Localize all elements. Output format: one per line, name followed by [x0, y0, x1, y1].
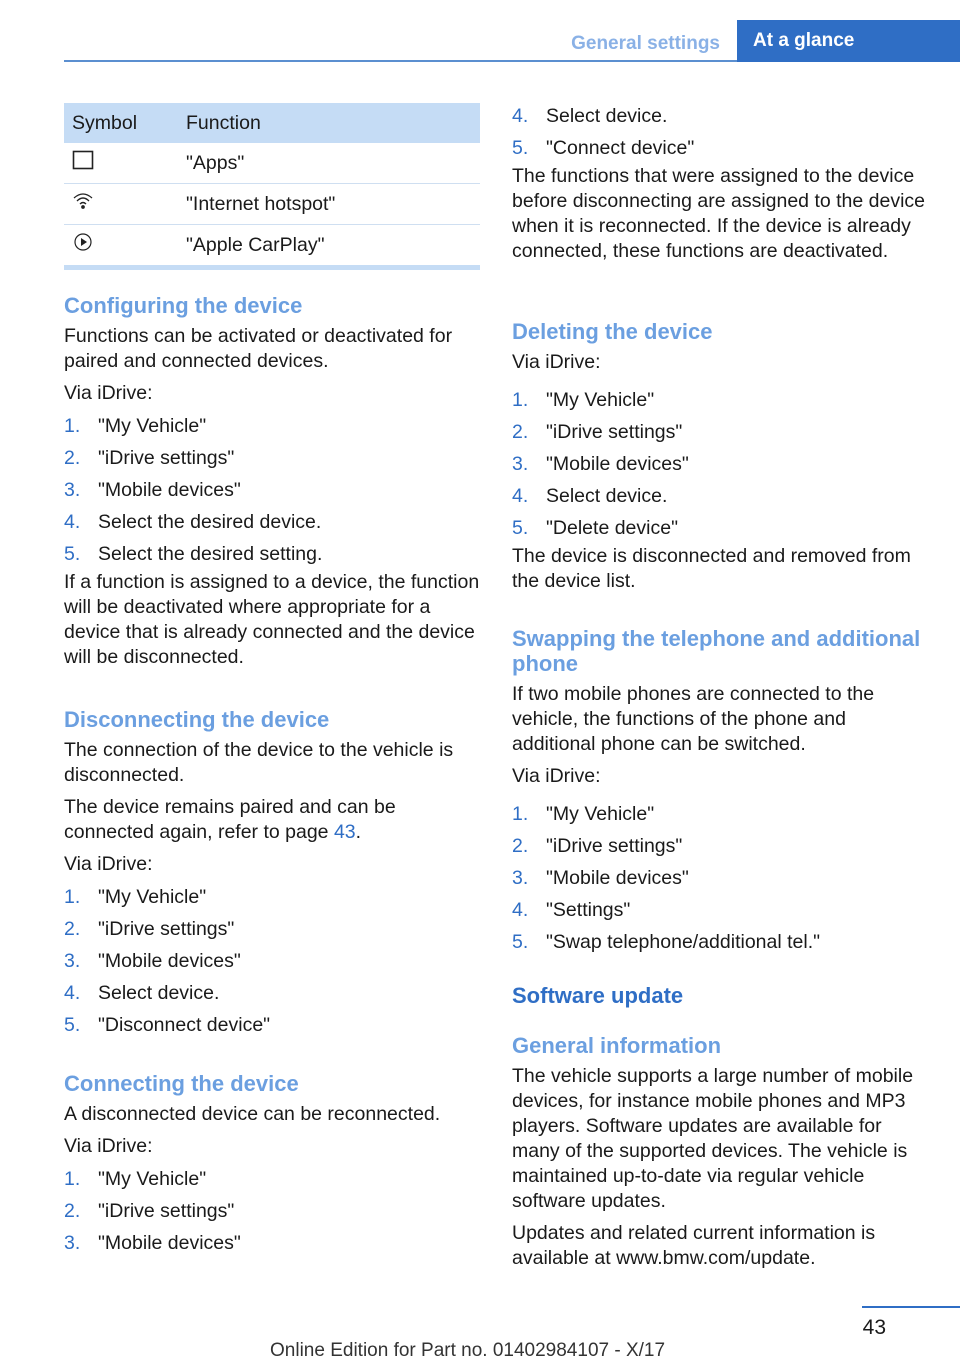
list-item: 5. Select the desired setting.	[64, 543, 323, 565]
table-row	[64, 184, 480, 225]
list-item: 5. "Disconnect device"	[64, 1014, 271, 1036]
heading-configuring: Configuring the device	[64, 293, 303, 318]
list-item: 5. "Delete device"	[512, 517, 678, 539]
table-cell-function: "Apps"	[186, 143, 480, 184]
list-item: 1. "My Vehicle"	[64, 1168, 207, 1190]
list-item: 3. "Mobile devices"	[64, 950, 241, 972]
via-idrive-label: Via iDrive:	[512, 351, 601, 373]
list-item: 4. Select device.	[64, 982, 220, 1004]
steps-list	[64, 410, 480, 570]
paragraph: If a function is assigned to a device, the function will be deactivated where appropriate for a device that is already connected and the device will be disconnected.	[64, 571, 480, 668]
wifi-hotspot-icon	[72, 191, 94, 218]
list-item: 1. "My Vehicle"	[64, 415, 207, 437]
heading-general-information: General information	[512, 1033, 722, 1058]
table-header-function: Function	[186, 103, 480, 143]
steps-list	[512, 384, 932, 544]
heading-software-update: Software update	[512, 983, 684, 1008]
section-deleting	[512, 319, 932, 594]
section-configuring	[64, 293, 480, 670]
heading-disconnecting: Disconnecting the device	[64, 707, 330, 732]
header-section-title: General settings	[571, 33, 720, 54]
list-item: 2. "iDrive settings"	[512, 835, 683, 857]
carplay-icon	[72, 232, 94, 259]
table-row	[64, 143, 480, 184]
list-item: 3. "Mobile devices"	[64, 1232, 241, 1254]
steps-list	[512, 100, 932, 164]
list-item: 4. Select device.	[512, 485, 668, 507]
list-item: 3. "Mobile devices"	[64, 479, 241, 501]
page-number: 43	[862, 1316, 886, 1339]
via-idrive-label: Via iDrive:	[64, 1135, 153, 1157]
edition-footer: Online Edition for Part no. 01402984107 - X/17	[270, 1340, 666, 1361]
table-cell-function: "Apple CarPlay"	[186, 233, 325, 256]
list-item: 1. "My Vehicle"	[512, 803, 655, 825]
section-disconnecting	[64, 707, 480, 1041]
list-item: 2. "iDrive settings"	[512, 421, 683, 443]
steps-list	[512, 798, 932, 958]
paragraph: Functions can be activated or deactivated for paired and connected devices.	[64, 325, 453, 372]
list-item: 4. Select device.	[512, 105, 668, 127]
paragraph: The functions that were assigned to the device before disconnecting are assigned to the device when it is reconnected. If the device is already connected, these functions are deactivated.	[512, 165, 926, 262]
paragraph: Updates and related current information is available at www.bmw.com/update.	[512, 1222, 876, 1269]
list-item: 5. "Connect device"	[512, 137, 695, 159]
section-software	[512, 983, 932, 1271]
list-item: 4. "Settings"	[512, 899, 631, 921]
heading-deleting: Deleting the device	[512, 319, 713, 344]
steps-list	[64, 1163, 480, 1259]
paragraph: The connection of the device to the vehicle is disconnected.	[64, 739, 454, 786]
via-idrive-label: Via iDrive:	[512, 765, 601, 787]
section-connecting-cont	[512, 100, 932, 264]
header-tab: At a glance	[737, 20, 960, 62]
list-item: 2. "iDrive settings"	[64, 918, 235, 940]
list-item: 5. "Swap telephone/additional tel."	[512, 931, 821, 953]
apps-icon	[72, 150, 94, 177]
footer-rule	[862, 1306, 960, 1308]
list-item: 2. "iDrive settings"	[64, 447, 235, 469]
paragraph: The device remains paired and can be connected again, refer to page 43.	[64, 796, 396, 843]
section-connecting	[64, 1071, 480, 1259]
table-row	[64, 225, 480, 266]
paragraph: The vehicle supports a large number of mobile devices, for instance mobile phones and MP3 players. Software updates are available for many of the supported devices. The vehicle is maintained up-to-date via regular vehicle software updates.	[512, 1065, 914, 1212]
list-item: 3. "Mobile devices"	[512, 453, 689, 475]
list-item: 1. "My Vehicle"	[512, 389, 655, 411]
heading-swapping: Swapping the telephone and additional phone	[512, 626, 921, 676]
list-item: 2. "iDrive settings"	[64, 1200, 235, 1222]
table-cell-function: "Internet hotspot"	[186, 184, 480, 225]
via-idrive-label: Via iDrive:	[64, 382, 153, 404]
paragraph: The device is disconnected and removed from the device list.	[512, 545, 911, 592]
list-item: 4. Select the desired device.	[64, 511, 322, 533]
paragraph: If two mobile phones are connected to the vehicle, the functions of the phone and additional phone can be switched.	[512, 683, 875, 755]
table-bottom-rule	[64, 265, 480, 270]
table-header-symbol: Symbol	[64, 103, 186, 143]
page-link[interactable]: 43	[333, 821, 356, 843]
section-swapping	[512, 626, 932, 958]
via-idrive-label: Via iDrive:	[64, 853, 153, 875]
symbol-table	[64, 103, 480, 270]
paragraph: A disconnected device can be reconnected.	[64, 1103, 441, 1125]
steps-list	[64, 881, 480, 1041]
list-item: 3. "Mobile devices"	[512, 867, 689, 889]
heading-connecting: Connecting the device	[64, 1071, 299, 1096]
list-item: 1. "My Vehicle"	[64, 886, 207, 908]
